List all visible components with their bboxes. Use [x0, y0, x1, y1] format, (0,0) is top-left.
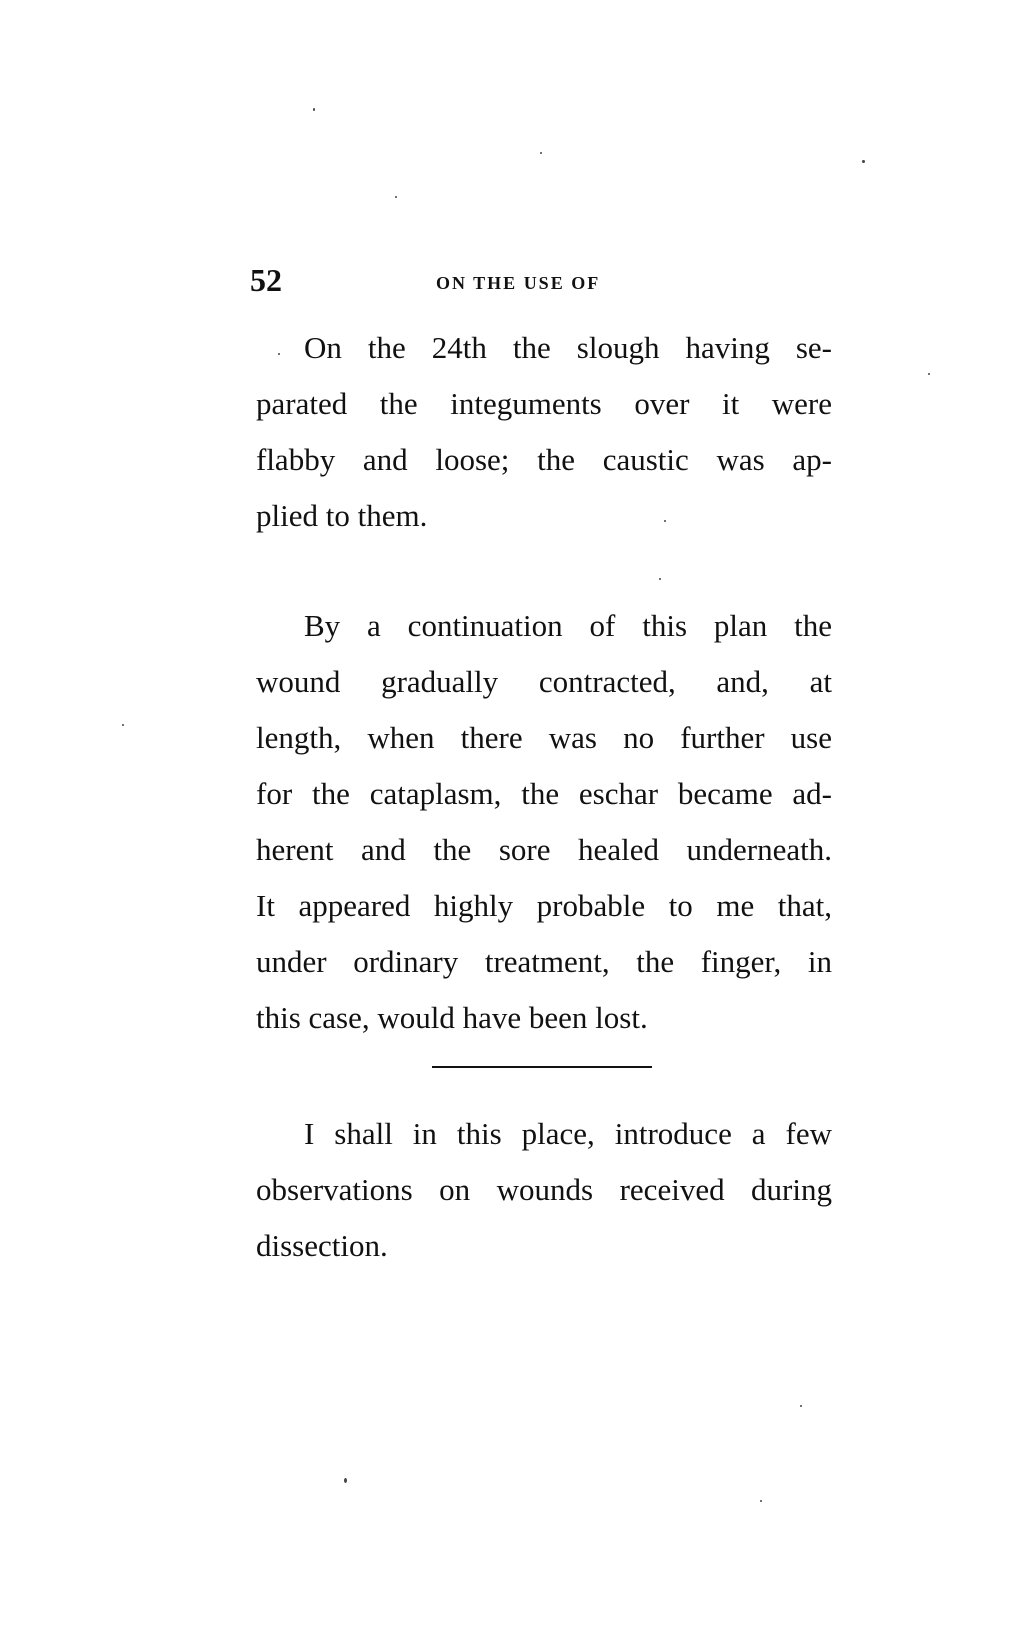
paragraph-3 — [256, 1106, 832, 1274]
text-line: this case, would have been lost. — [256, 1000, 648, 1035]
text-line: flabby and loose; the caustic was ap- — [256, 442, 832, 477]
text-line: By a continuation of this plan the — [304, 608, 832, 643]
text-line: under ordinary treatment, the finger, in — [256, 944, 832, 979]
scan-speck — [278, 353, 280, 355]
scan-speck — [540, 152, 542, 154]
text-line: On the 24th the slough having se- — [304, 330, 832, 365]
text-line: observations on wounds received during — [256, 1172, 832, 1207]
paragraph-1 — [256, 320, 832, 544]
scan-speck — [313, 108, 315, 111]
scan-speck — [928, 373, 930, 375]
text-line: dissection. — [256, 1228, 388, 1263]
text-line: herent and the sore healed underneath. — [256, 832, 832, 867]
scan-speck — [395, 196, 397, 198]
scan-speck — [664, 520, 666, 522]
section-divider — [432, 1066, 652, 1068]
text-line: length, when there was no further use — [256, 720, 832, 755]
scan-speck — [800, 1405, 802, 1407]
paragraph-2 — [256, 598, 832, 1046]
text-line: plied to them. — [256, 498, 428, 533]
scan-speck — [862, 160, 865, 163]
text-line: for the cataplasm, the eschar became ad- — [256, 776, 832, 811]
scan-speck — [122, 724, 124, 726]
scan-speck — [760, 1500, 762, 1502]
text-line: I shall in this place, introduce a few — [304, 1116, 832, 1151]
scan-speck — [344, 1478, 347, 1483]
text-line: parated the integuments over it were — [256, 386, 832, 421]
text-line: It appeared highly probable to me that, — [256, 888, 832, 923]
text-line: wound gradually contracted, and, at — [256, 664, 832, 699]
running-head: ON THE USE OF — [436, 273, 601, 293]
scan-speck — [659, 578, 661, 580]
page-number: 52 — [250, 262, 282, 298]
